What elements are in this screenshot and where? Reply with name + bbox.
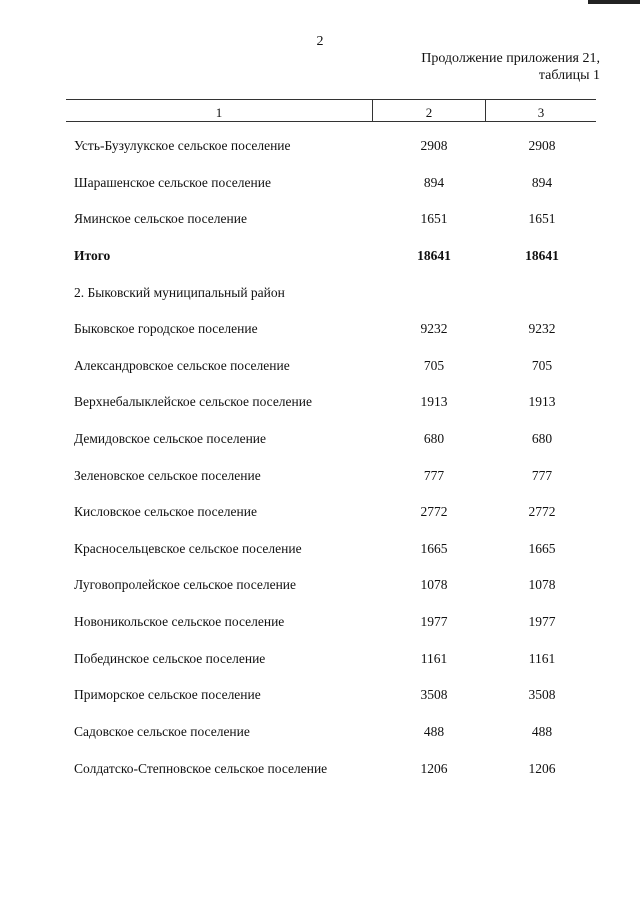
row-value-col2: 1665 (420, 541, 448, 556)
table-row (0, 394, 640, 414)
continuation-line-2: таблицы 1 (538, 68, 600, 83)
table-row (0, 248, 640, 268)
row-value-col3: 3508 (528, 687, 556, 702)
table-row (0, 358, 640, 378)
table-row (0, 761, 640, 781)
table-row (0, 321, 640, 341)
header-bottom-rule (66, 121, 596, 122)
table-row (0, 724, 640, 744)
table-row (0, 138, 640, 158)
row-name: Луговопролейское сельское поселение (74, 577, 297, 592)
table-row (0, 577, 640, 597)
row-name: Побединское сельское поселение (74, 651, 266, 666)
table-row (0, 285, 640, 305)
row-name: Солдатско-Степновское сельское поселение (74, 761, 328, 776)
table-row (0, 431, 640, 451)
row-value-col3: 2908 (528, 138, 556, 153)
row-value-col3: 680 (531, 431, 553, 446)
row-name: Верхнебалыклейское сельское поселение (74, 394, 312, 409)
table-row (0, 175, 640, 195)
row-value-col2: 777 (423, 468, 445, 483)
row-value-col3: 1913 (528, 394, 556, 409)
row-value-col3: 9232 (528, 321, 556, 336)
row-value-col2: 1913 (420, 394, 448, 409)
row-value-col3: 705 (531, 358, 553, 373)
table-row (0, 541, 640, 561)
row-name: Красносельцевское сельское поселение (74, 541, 302, 556)
row-value-col3: 1078 (528, 577, 556, 592)
row-value-col2: 1206 (420, 761, 448, 776)
row-name: Приморское сельское поселение (74, 687, 261, 702)
row-name: Садовское сельское поселение (74, 724, 250, 739)
row-name: Новоникольское сельское поселение (74, 614, 285, 629)
header-top-rule (66, 99, 596, 100)
table-row (0, 504, 640, 524)
row-value-col3: 2772 (528, 504, 556, 519)
row-value-col3: 1977 (528, 614, 556, 629)
row-name: 2. Быковский муниципальный район (74, 285, 285, 300)
row-name: Усть-Бузулукское сельское поселение (74, 138, 291, 153)
page-number: 2 (316, 34, 324, 49)
row-value-col2: 488 (423, 724, 445, 739)
row-value-col2: 705 (423, 358, 445, 373)
row-value-col3: 1206 (528, 761, 556, 776)
row-name: Быковское городское поселение (74, 321, 258, 336)
row-value-col2: 9232 (420, 321, 448, 336)
row-value-col2: 894 (423, 175, 445, 190)
row-value-col2: 1078 (420, 577, 448, 592)
continuation-note (421, 50, 600, 84)
row-value-col3: 1161 (528, 651, 556, 666)
corner-scan-mark (588, 0, 640, 4)
row-name: Шарашенское сельское поселение (74, 175, 271, 190)
row-value-col2: 1977 (420, 614, 448, 629)
row-name: Зеленовское сельское поселение (74, 468, 261, 483)
table-row (0, 651, 640, 671)
row-value-col2: 3508 (420, 687, 448, 702)
column-header-3: 3 (537, 105, 545, 120)
row-value-col3: 488 (531, 724, 553, 739)
column-header-1: 1 (215, 105, 223, 120)
row-value-col2: 2772 (420, 504, 448, 519)
row-name: Яминское сельское поселение (74, 211, 247, 226)
table-row (0, 614, 640, 634)
row-value-col3: 18641 (525, 248, 559, 263)
row-value-col3: 1665 (528, 541, 556, 556)
row-value-col2: 680 (423, 431, 445, 446)
row-value-col2: 1651 (420, 211, 448, 226)
continuation-line-1: Продолжение приложения 21, (421, 51, 600, 66)
table-row (0, 211, 640, 231)
row-value-col3: 777 (531, 468, 553, 483)
table-row (0, 687, 640, 707)
row-value-col3: 1651 (528, 211, 556, 226)
row-name: Итого (74, 248, 111, 263)
row-name: Демидовское сельское поселение (74, 431, 267, 446)
row-name: Кисловское сельское поселение (74, 504, 257, 519)
column-header-2: 2 (425, 105, 433, 120)
row-value-col2: 1161 (420, 651, 448, 666)
table-row (0, 468, 640, 488)
row-value-col2: 18641 (417, 248, 451, 263)
row-value-col2: 2908 (420, 138, 448, 153)
row-value-col3: 894 (531, 175, 553, 190)
row-name: Александровское сельское поселение (74, 358, 290, 373)
